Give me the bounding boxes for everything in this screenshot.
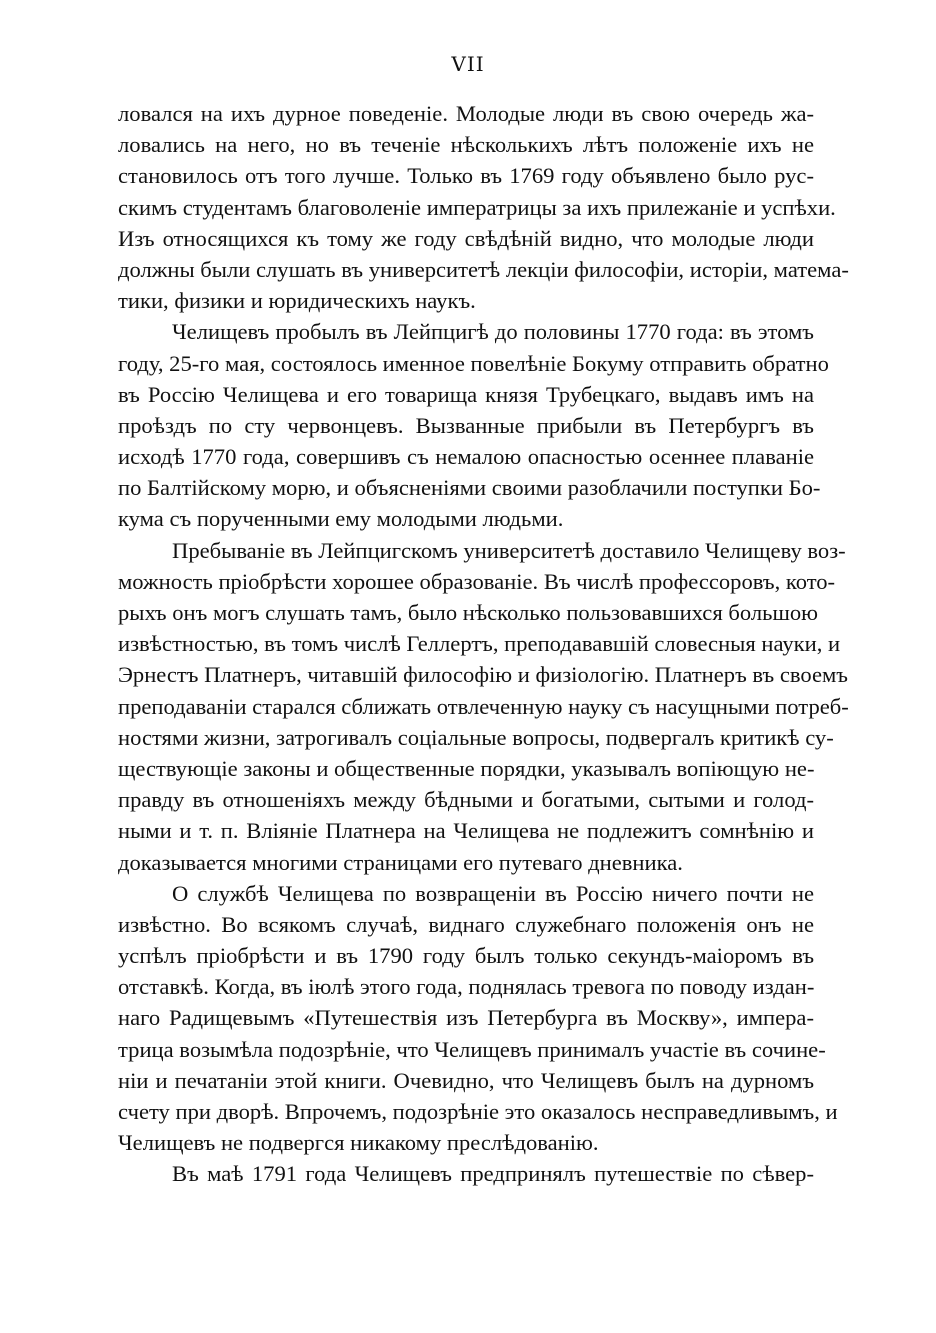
paragraph-4 — [118, 878, 838, 1159]
text-line: правду въ отношеніяхъ между бѣдными и богатыми, сытыми и голод- — [118, 787, 814, 813]
text-line: трица возымѣла подозрѣніе, что Челищевъ принималъ участіе въ сочине- — [118, 1036, 826, 1062]
text-line: исходѣ 1770 года, совершивъ съ немалою опасностью осеннее плаваніе — [118, 444, 814, 470]
text-line: извѣстностью, въ томъ числѣ Геллертъ, преподававшій словесныя науки, и — [118, 631, 841, 657]
text-line: успѣлъ пріобрѣсти и въ 1790 году былъ только секундъ-маіоромъ въ — [118, 943, 814, 969]
text-line: Въ маѣ 1791 года Челищевъ предпринялъ путешествіе по сѣвер- — [172, 1161, 814, 1187]
text-line: можность пріобрѣсти хорошее образованіе. Въ числѣ профессоровъ, кото- — [118, 568, 836, 594]
text-line: Пребываніе въ Лейпцигскомъ университетѣ доставило Челищеву воз- — [172, 537, 846, 563]
text-line: въ Россію Челищева и его товарища князя Трубецкаго, выдавъ имъ на — [118, 381, 814, 407]
text-line: преподаваніи старался сближать отвлеченную науку съ насущными потреб- — [118, 693, 849, 719]
text-line: доказывается многими страницами его путеваго дневника. — [118, 849, 683, 875]
text-line: ными и т. п. Вліяніе Платнера на Челищева не подлежитъ сомнѣнію и — [118, 818, 814, 844]
text-line: извѣстно. Во всякомъ случаѣ, виднаго служебнаго положенія онъ не — [118, 911, 814, 937]
text-line: наго Радищевымъ «Путешествія изъ Петербурга въ Москву», импера- — [118, 1005, 814, 1031]
page-number: VII — [451, 52, 485, 76]
text-line: скимъ студентамъ благоволеніе императрицы за ихъ прилежаніе и успѣхи. — [118, 194, 836, 220]
text-line: Изъ относящихся къ тому же году свѣдѣній видно, что молодые люди — [118, 225, 814, 251]
text-line: ловался на ихъ дурное поведеніе. Молодые люди въ свою очередь жа- — [118, 101, 814, 126]
text-line: должны были слушать въ университетѣ лекціи философіи, исторіи, матема- — [118, 256, 849, 282]
text-line: О службѣ Челищева по возвращеніи въ Россію ничего почти не — [172, 880, 814, 906]
paragraph-5 — [118, 1158, 814, 1189]
text-line: ніи и печатаніи этой книги. Очевидно, что Челищевъ былъ на дурномъ — [118, 1067, 814, 1093]
paragraph-1 — [118, 98, 849, 316]
text-line: ловались на него, но въ теченіе нѣсколькихъ лѣтъ положеніе ихъ не — [118, 132, 814, 158]
text-line: ществующіе законы и общественные порядки, указывалъ вопіющую не- — [118, 755, 815, 781]
paragraph-2 — [118, 316, 829, 534]
text-line: Челищевъ не подвергся никакому преслѣдованію. — [118, 1130, 599, 1156]
body-text — [118, 98, 849, 1190]
text-line: отставкѣ. Когда, въ іюлѣ этого года, поднялась тревога по поводу издан- — [118, 974, 815, 1000]
text-line: Эрнестъ Платнеръ, читавшій философію и физіологію. Платнеръ въ своемъ — [118, 662, 848, 688]
text-line: становилось отъ того лучше. Только въ 1769 году объявлено было рус- — [118, 163, 814, 189]
text-line: кума съ порученными ему молодыми людьми. — [118, 506, 564, 532]
text-line: рыхъ онъ могъ слушать тамъ, было нѣсколько пользовавшихся большою — [118, 600, 819, 625]
text-line: по Балтійскому морю, и объясненіями своими разоблачили поступки Бо- — [118, 475, 821, 501]
text-line: тики, физики и юридическихъ наукъ. — [118, 288, 476, 314]
text-line: году, 25-го мая, состоялось именное повелѣніе Бокуму отправить обратно — [118, 350, 829, 376]
text-line: счету при дворѣ. Впрочемъ, подозрѣніе это оказалось несправедливымъ, и — [118, 1099, 838, 1124]
paragraph-3 — [118, 535, 849, 878]
text-line: ностями жизни, затрогивалъ соціальные вопросы, подвергалъ критикѣ су- — [118, 724, 834, 750]
text-line: Челищевъ пробылъ въ Лейпцигѣ до половины 1770 года: въ этомъ — [172, 319, 814, 345]
text-line: проѣздъ по сту червонцевъ. Вызванные прибыли въ Петербургъ въ — [118, 412, 814, 438]
